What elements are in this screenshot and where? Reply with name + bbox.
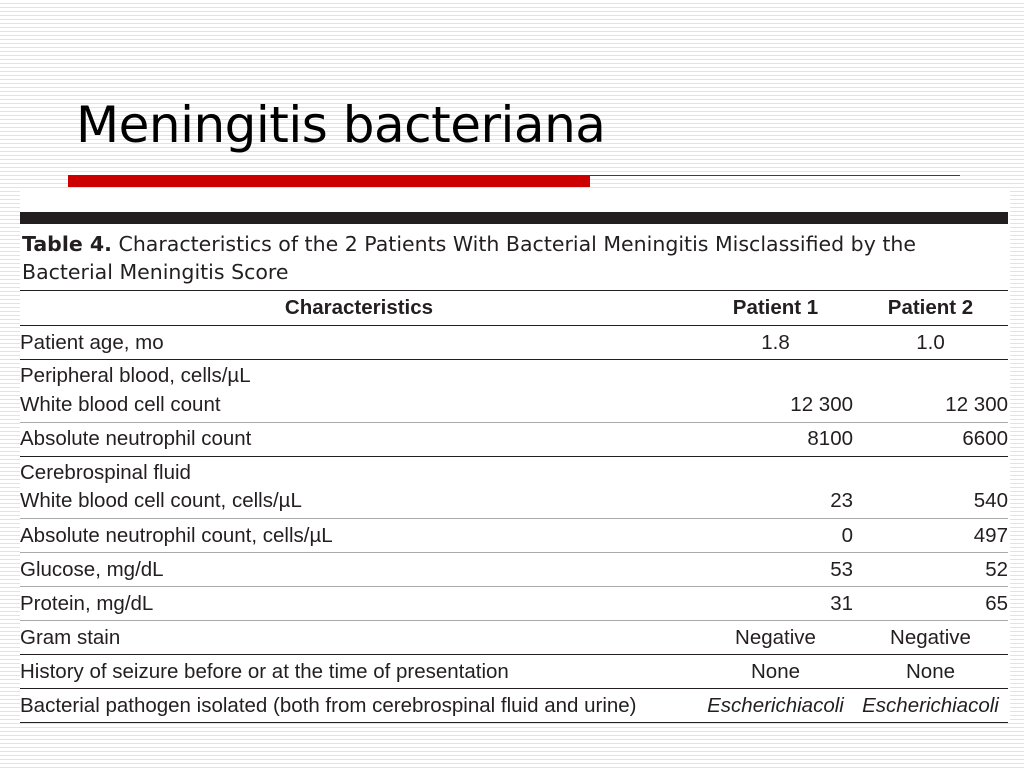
patient-2-value: 52 xyxy=(985,557,1008,581)
patient-2-value: 1.0 xyxy=(916,330,945,354)
patient-2-value: 12 300 xyxy=(945,392,1008,416)
table-row xyxy=(20,388,1008,422)
patient-2-value: Escherichiacoli xyxy=(862,693,999,717)
table-top-rule xyxy=(20,212,1008,224)
row-label: White blood cell count, cells/µL xyxy=(20,489,302,513)
patient-1-value: 53 xyxy=(830,557,853,581)
patient-1-value: 12 300 xyxy=(790,392,853,416)
table-row xyxy=(20,621,1008,655)
table-row xyxy=(20,326,1008,360)
group-label-peripheral-blood: Peripheral blood, cells/µL xyxy=(20,364,251,387)
slide-title: Meningitis bacteriana xyxy=(76,96,606,154)
header-characteristics: Characteristics xyxy=(284,296,434,319)
row-label: Absolute neutrophil count xyxy=(20,427,252,450)
patient-1-value: 31 xyxy=(830,591,853,615)
table-caption-text: Characteristics of the 2 Patients With Bacterial Meningitis Misclassified by the Bacterial Meningitis Score xyxy=(22,232,916,284)
empty-cell xyxy=(853,456,1008,485)
table-row xyxy=(20,422,1008,456)
table-caption-label: Table 4. xyxy=(22,232,112,256)
patient-1-value: Negative xyxy=(735,625,816,649)
empty-cell xyxy=(698,360,853,389)
patient-2-value: 540 xyxy=(973,489,1008,513)
table-group-header xyxy=(20,360,1008,389)
table-row xyxy=(20,689,1008,723)
table-row xyxy=(20,519,1008,553)
row-label: Glucose, mg/dL xyxy=(20,557,164,581)
table-row xyxy=(20,485,1008,519)
group-label-csf: Cerebrospinal fluid xyxy=(20,460,191,484)
patient-1-value: 23 xyxy=(830,489,853,513)
patient-1-value: None xyxy=(750,659,800,683)
title-underline-thin xyxy=(590,175,960,176)
row-label: Bacterial pathogen isolated (both from cerebrospinal fluid and urine) xyxy=(20,693,637,717)
table-header-row xyxy=(20,291,1008,326)
header-patient-1: Patient 1 xyxy=(732,296,819,319)
patient-1-value: 8100 xyxy=(807,427,853,450)
row-label: White blood cell count xyxy=(20,392,221,416)
row-label: Patient age, mo xyxy=(20,330,164,354)
row-label: History of seizure before or at the time of presentation xyxy=(20,659,509,683)
table-row xyxy=(20,655,1008,689)
row-label: Protein, mg/dL xyxy=(20,591,154,615)
table-caption xyxy=(22,230,1002,286)
patient-1-value: Escherichiacoli xyxy=(707,693,844,717)
empty-cell xyxy=(698,456,853,485)
patient-2-value: 6600 xyxy=(962,427,1008,450)
title-underline-bar xyxy=(68,175,590,187)
patients-table xyxy=(20,290,1008,723)
patient-2-value: 65 xyxy=(985,591,1008,615)
patient-1-value: 0 xyxy=(841,523,853,547)
patient-2-value: 497 xyxy=(973,523,1008,547)
empty-cell xyxy=(853,360,1008,389)
table-row xyxy=(20,553,1008,587)
row-label: Gram stain xyxy=(20,625,121,649)
table-group-header xyxy=(20,456,1008,485)
row-label: Absolute neutrophil count, cells/µL xyxy=(20,523,333,547)
patient-2-value: None xyxy=(905,659,955,683)
table-row xyxy=(20,587,1008,621)
patient-2-value: Negative xyxy=(890,625,971,649)
header-patient-2: Patient 2 xyxy=(887,296,974,319)
patient-1-value: 1.8 xyxy=(761,330,790,354)
